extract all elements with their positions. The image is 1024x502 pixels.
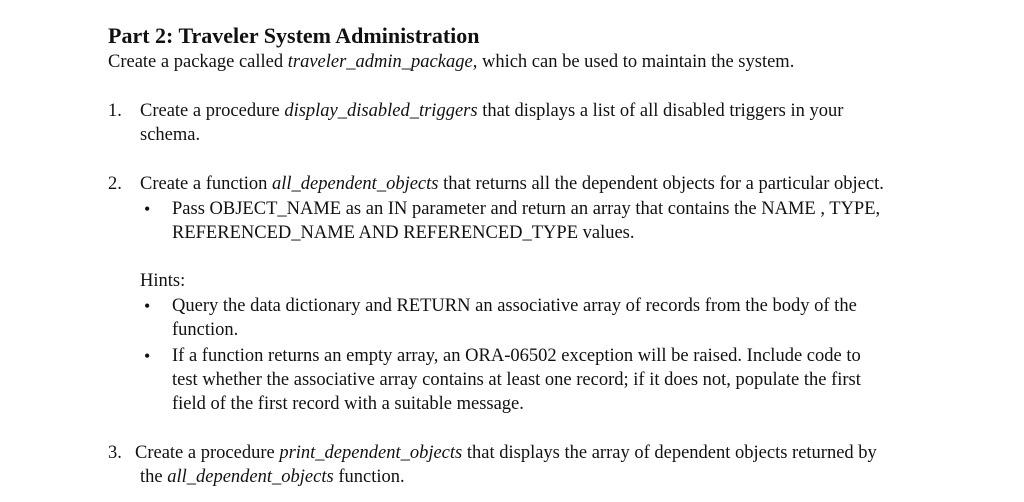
item-3-text-start: Create a procedure xyxy=(135,443,280,463)
hint-2-line-3: field of the first record with a suitable message. xyxy=(172,394,524,414)
item-3-procedure-name: print_dependent_objects xyxy=(279,443,463,463)
item-2-text-end: that returns all the dependent objects for a particular object. xyxy=(438,174,884,194)
item-3-line-2 xyxy=(140,465,405,489)
intro-paragraph xyxy=(108,50,794,74)
intro-text-end: , which can be used to maintain the system. xyxy=(472,52,795,72)
item-2-text-start: Create a function xyxy=(140,174,273,194)
item-2-bullet-line-2: REFERENCED_NAME AND REFERENCED_TYPE values. xyxy=(172,223,635,243)
bullet-icon: • xyxy=(144,199,151,219)
bullet-icon: • xyxy=(144,296,151,316)
hint-2-line-1: If a function returns an empty array, an ORA-06502 exception will be raised. Include code to xyxy=(172,346,861,366)
item-1-line-1 xyxy=(140,99,843,123)
item-1-text-end: that displays a list of all disabled triggers in your xyxy=(477,101,844,121)
hint-2-line-2: test whether the associative array contains at least one record; if it does not, populate the first xyxy=(172,370,861,390)
section-heading: Part 2: Traveler System Administration xyxy=(108,23,480,48)
hints-label: Hints: xyxy=(140,271,186,291)
package-name: traveler_admin_package xyxy=(287,52,473,72)
item-3-line-2-start: the xyxy=(140,467,168,487)
item-2-line-1 xyxy=(140,172,884,196)
item-2-function-name: all_dependent_objects xyxy=(272,174,439,194)
item-3-text-end: that displays the array of dependent objects returned by xyxy=(462,443,877,463)
bullet-icon: • xyxy=(144,346,151,366)
item-2-number: 2. xyxy=(108,174,122,194)
item-1-line-2: schema. xyxy=(140,125,201,145)
item-2-bullet-line-1: Pass OBJECT_NAME as an IN parameter and return an array that contains the NAME , TYPE, xyxy=(172,199,881,219)
item-3-line-1 xyxy=(135,441,877,465)
item-1-text-start: Create a procedure xyxy=(140,101,285,121)
item-1-number: 1. xyxy=(108,101,122,121)
hint-1-line-2: function. xyxy=(172,320,239,340)
hint-1-line-1: Query the data dictionary and RETURN an associative array of records from the body of the xyxy=(172,296,857,316)
item-3-function-name: all_dependent_objects xyxy=(167,467,334,487)
intro-text-start: Create a package called xyxy=(108,52,288,72)
item-3-line-2-end: function. xyxy=(333,467,405,487)
item-1-procedure-name: display_disabled_triggers xyxy=(284,101,478,121)
item-3-number: 3. xyxy=(108,443,122,463)
